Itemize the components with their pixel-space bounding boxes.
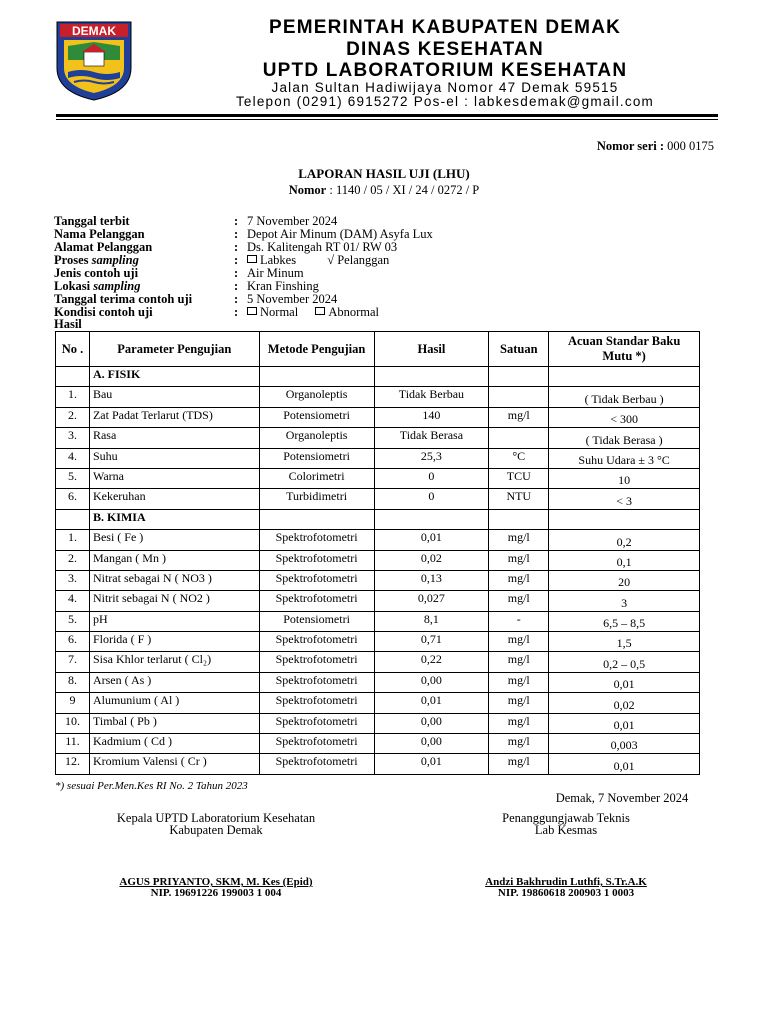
table-row [56,713,700,733]
cell-hasil: 0,71 [374,632,489,652]
demak-coat-of-arms-logo [54,16,134,102]
cell-hasil: 0,13 [374,570,489,590]
cell-satuan: NTU [489,489,549,509]
cell-acuan: Suhu Udara ± 3 °C [549,448,700,468]
meta-label-part: Lokasi [54,279,94,293]
cell-parameter: Kromium Valensi ( Cr ) [89,754,259,774]
cell-satuan: mg/l [489,693,549,713]
meta-label: Alamat Pelanggan [54,240,153,254]
letterhead-contact: Telepon (0291) 6915272 Pos-el : labkesdemak@gmail.com [235,94,654,109]
right-signer-name-text: Andzi Bakhrudin Luthfi, S.Tr.A.K [485,876,647,888]
cell-no: 2. [56,407,90,427]
meta-value: Depot Air Minum (DAM) Asyfa Lux [247,227,433,241]
results-table [55,331,700,775]
cell-no: 4. [56,591,90,611]
cell-no: 4. [56,448,90,468]
right-signer-subtitle: Lab Kesmas [534,823,598,837]
cell-parameter: Timbal ( Pb ) [89,713,259,733]
option-abnormal: Abnormal [328,305,379,319]
cell-metode: Spektrofotometri [259,550,374,570]
meta-label-part: Proses [54,253,92,267]
option-labkes: Labkes [260,253,297,267]
cell-metode: Potensiometri [259,448,374,468]
meta-colon: : [234,292,239,306]
table-row [56,530,700,550]
cell-metode: Spektrofotometri [259,713,374,733]
table-row [56,693,700,713]
cell-acuan: 0,003 [549,734,700,754]
cell-hasil: 0 [374,468,489,488]
table-row [56,448,700,468]
right-signer-nip: NIP. 19860618 200903 1 0003 [497,887,635,899]
letterhead-rule-thin [56,119,718,120]
section-row-kimia [56,509,700,529]
meta-value: 7 November 2024 [247,214,338,228]
cell-no: 10. [56,713,90,733]
cell-hasil: 0,027 [374,591,489,611]
table-row [56,387,700,407]
cell-satuan: mg/l [489,591,549,611]
cell-metode: Spektrofotometri [259,693,374,713]
hasil-label: Hasil [54,317,82,331]
table-row [56,611,700,631]
meta-label: Jenis contoh uji [54,266,139,280]
cell-metode: Spektrofotometri [259,530,374,550]
cell-no: 3. [56,570,90,590]
cell-hasil: 0,02 [374,550,489,570]
fisik-rows [56,387,700,509]
letterhead-lab-name: UPTD LABORATORIUM KESEHATAN [262,60,628,81]
footnote: *) sesuai Per.Men.Kes RI No. 2 Tahun 2023 [55,780,248,792]
cell-satuan: mg/l [489,754,549,774]
header-metode: Metode Pengujian [259,332,374,367]
meta-label: Tanggal terima contoh uji [54,292,193,306]
table-row [56,672,700,692]
option-normal: Normal [260,305,299,319]
cell-acuan: ( Tidak Berbau ) [549,387,700,407]
meta-label [54,254,139,267]
kimia-rows [56,530,700,775]
cell-acuan: 0,1 [549,550,700,570]
cell-parameter: Kekeruhan [89,489,259,509]
cell-satuan: - [489,611,549,631]
right-signer-title: Penanggungjawab Teknis [502,811,630,825]
cell-hasil: 0,00 [374,672,489,692]
place-date: Demak, 7 November 2024 [555,791,689,805]
cell-satuan [489,428,549,448]
cell-no: 8. [56,672,90,692]
meta-label: Tanggal terbit [54,214,130,228]
cell-acuan: 10 [549,468,700,488]
table-row [56,652,700,672]
cell-satuan: mg/l [489,652,549,672]
meta-colon: : [234,227,239,241]
checkbox-normal [247,307,257,315]
header-parameter: Parameter Pengujian [89,332,259,367]
cell-parameter: Warna [89,468,259,488]
cell-metode: Spektrofotometri [259,632,374,652]
meta-colon: : [234,305,239,319]
cell-no: 6. [56,489,90,509]
cell-satuan: mg/l [489,570,549,590]
cell-metode: Spektrofotometri [259,754,374,774]
cell-parameter: Mangan ( Mn ) [89,550,259,570]
cell-parameter: Nitrit sebagai N ( NO2 ) [89,591,259,611]
table-row [56,570,700,590]
table-row [56,591,700,611]
cell-satuan: mg/l [489,530,549,550]
cell-parameter: Florida ( F ) [89,632,259,652]
option-pelanggan: √ Pelanggan [327,253,390,267]
table-row [56,407,700,427]
meta-label: Kondisi contoh uji [54,305,153,319]
cell-metode: Spektrofotometri [259,591,374,611]
cell-no: 2. [56,550,90,570]
cell-hasil: Tidak Berasa [374,428,489,448]
section-title: B. KIMIA [89,509,259,529]
cell-hasil: 0,01 [374,693,489,713]
meta-label: Nama Pelanggan [54,227,145,241]
cell-metode: Spektrofotometri [259,652,374,672]
cell-hasil: 8,1 [374,611,489,631]
cell-satuan: mg/l [489,734,549,754]
cell-no: 3. [56,428,90,448]
meta-label-italic: sampling [91,253,139,267]
cell-parameter: Alumunium ( Al ) [89,693,259,713]
cell-satuan: mg/l [489,632,549,652]
serial-label: Nomor seri : [596,139,664,153]
section-title: A. FISIK [89,367,259,387]
cell-satuan: TCU [489,468,549,488]
cell-acuan: 0,01 [549,672,700,692]
cell-hasil: 0,00 [374,713,489,733]
cell-metode: Turbidimetri [259,489,374,509]
cell-no: 5. [56,611,90,631]
header-satuan: Satuan [489,332,549,367]
cell-satuan: mg/l [489,550,549,570]
meta-colon: : [234,214,239,228]
table-row [56,428,700,448]
meta-value [247,306,379,319]
cell-hasil: Tidak Berbau [374,387,489,407]
section-row-fisik [56,367,700,387]
meta-value [247,254,389,267]
cell-hasil: 0,22 [374,652,489,672]
cell-acuan: < 3 [549,489,700,509]
cell-no: 12. [56,754,90,774]
report-title: LAPORAN HASIL UJI (LHU) [298,166,470,181]
cell-acuan: 1,5 [549,632,700,652]
report-number-value: : 1140 / 05 / XI / 24 / 0272 / P [329,183,480,197]
cell-metode: Colorimetri [259,468,374,488]
table-row [56,734,700,754]
serial-value: 000 0175 [667,139,714,153]
cell-metode: Organoleptis [259,428,374,448]
cell-parameter: Zat Padat Terlarut (TDS) [89,407,259,427]
cell-parameter: Nitrat sebagai N ( NO3 ) [89,570,259,590]
cell-metode: Potensiometri [259,407,374,427]
left-signer-nip: NIP. 19691226 199003 1 004 [150,887,282,899]
cell-no: 11. [56,734,90,754]
cell-satuan: mg/l [489,713,549,733]
cell-parameter: Bau [89,387,259,407]
meta-colon: : [234,266,239,280]
left-signer-subtitle: Kabupaten Demak [169,823,263,837]
cell-hasil: 0,00 [374,734,489,754]
letterhead-rule-thick [56,114,718,117]
header-hasil: Hasil [374,332,489,367]
cell-satuan: mg/l [489,672,549,692]
meta-value: Air Minum [247,266,304,280]
table-row [56,632,700,652]
cell-parameter: Sisa Khlor terlarut ( Cl₂) [89,652,259,672]
meta-value: Ds. Kalitengah RT 01/ RW 03 [247,240,398,254]
letterhead-department: DINAS KESEHATAN [346,39,544,60]
cell-metode: Spektrofotometri [259,570,374,590]
left-signer-title: Kepala UPTD Laboratorium Kesehatan [116,811,316,825]
logo-text: DEMAK [72,24,116,38]
cell-acuan: 0,2 [549,530,700,550]
cell-acuan: 3 [549,591,700,611]
header-no: No . [56,332,90,367]
serial-number [597,139,714,154]
cell-acuan: 0,01 [549,754,700,774]
cell-metode: Spektrofotometri [259,734,374,754]
meta-colon: : [234,253,239,267]
meta-label-italic: sampling [93,279,141,293]
meta-colon: : [234,279,239,293]
meta-label [54,280,141,293]
cell-hasil: 25,3 [374,448,489,468]
meta-colon: : [234,240,239,254]
cell-metode: Spektrofotometri [259,672,374,692]
cell-parameter: pH [89,611,259,631]
cell-no: 5. [56,468,90,488]
cell-hasil: 140 [374,407,489,427]
cell-parameter: Kadmium ( Cd ) [89,734,259,754]
table-header-row [56,332,700,367]
cell-no: 1. [56,530,90,550]
cell-acuan: 6,5 – 8,5 [549,611,700,631]
cell-acuan: 0,01 [549,713,700,733]
header-acuan: Acuan Standar Baku Mutu *) [549,332,700,367]
cell-acuan: < 300 [549,407,700,427]
cell-parameter: Suhu [89,448,259,468]
cell-parameter: Arsen ( As ) [89,672,259,692]
cell-acuan: 0,2 – 0,5 [549,652,700,672]
cell-metode: Potensiometri [259,611,374,631]
cell-acuan: 20 [549,570,700,590]
table-row [56,489,700,509]
cell-acuan: 0,02 [549,693,700,713]
meta-value: 5 November 2024 [247,292,338,306]
meta-value: Kran Finshing [247,279,319,293]
cell-parameter: Rasa [89,428,259,448]
cell-satuan [489,387,549,407]
cell-no: 1. [56,387,90,407]
cell-satuan: °C [489,448,549,468]
cell-parameter: Besi ( Fe ) [89,530,259,550]
table-row [56,468,700,488]
letterhead-address: Jalan Sultan Hadiwijaya Nomor 47 Demak 59515 [271,80,619,95]
checkbox-abnormal [315,307,325,315]
cell-no: 6. [56,632,90,652]
cell-metode: Organoleptis [259,387,374,407]
left-signer-name-text: AGUS PRIYANTO, SKM, M. Kes (Epid) [119,876,313,888]
cell-hasil: 0 [374,489,489,509]
report-number [0,183,768,198]
checkbox-labkes [247,255,257,263]
cell-no: 9 [56,693,90,713]
cell-acuan: ( Tidak Berasa ) [549,428,700,448]
cell-no: 7. [56,652,90,672]
letterhead-government: PEMERINTAH KABUPATEN DEMAK [268,17,622,38]
cell-satuan: mg/l [489,407,549,427]
cell-hasil: 0,01 [374,530,489,550]
table-row [56,550,700,570]
report-number-label: Nomor [288,183,327,197]
table-row [56,754,700,774]
cell-hasil: 0,01 [374,754,489,774]
